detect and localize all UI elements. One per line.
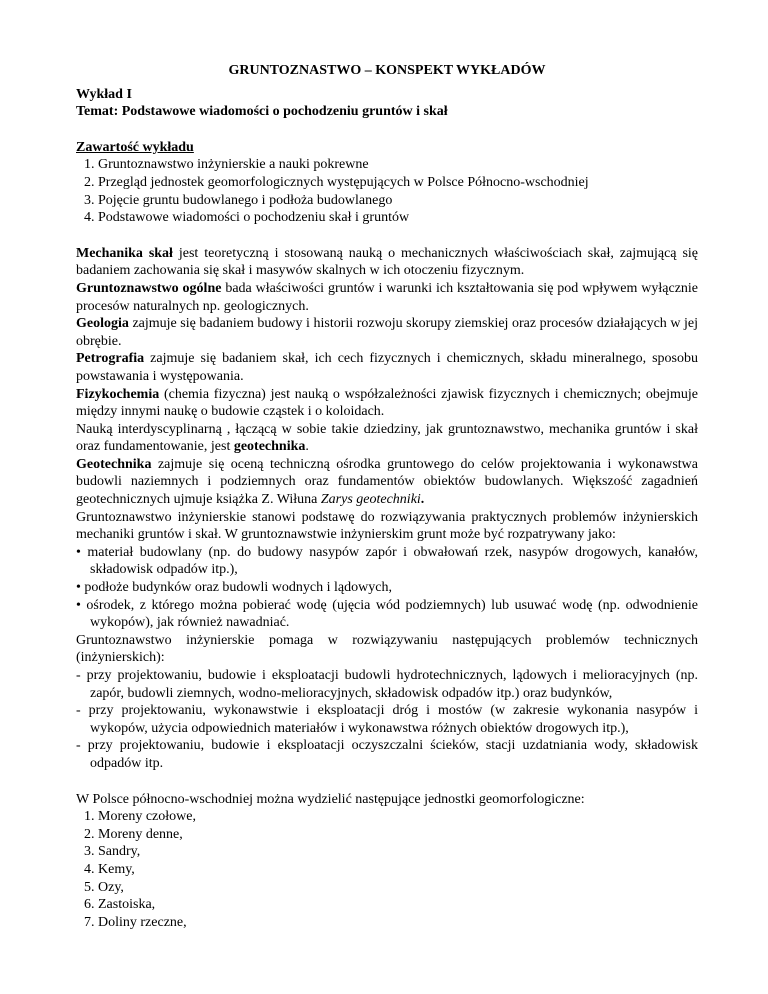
def-geotechnika [76, 456, 698, 509]
def-text: zajmuje się oceną techniczną ośrodka gruntowego do celów projektowania i wykonawstwa budowli naziemnych i podziemnych oraz fundamentów obiektów budowlanych. Większość zagadnień geotechnicznych ujmuje książka Z. Wiłuna [76, 456, 698, 508]
def-gruntoznawstwo [76, 280, 698, 315]
term: Mechanika skał [76, 245, 173, 261]
geomorph-item: 4. Kemy, [84, 861, 135, 877]
geomorph-item: 7. Doliny rzeczne, [84, 914, 187, 930]
dash-item: - przy projektowaniu, budowie i eksploatacji budowli hydrotechnicznych, lądowych i melioracyjnych (np. zapór, budowli ziemnych, wodno-melioracyjnych, składowisk odpadów itp.) oraz budynków, [76, 668, 698, 701]
def-petrografia [76, 350, 698, 385]
dash-item: - przy projektowaniu, wykonawstwie i eksploatacji dróg i mostów (w zakresie wykonania nasypów i wykopów, użycia odpowiednich materiałów i wykonawstwa różnych obiektów drogowych itp.), [76, 703, 698, 736]
def-gruntoznawstwo-inzynierskie: Gruntoznawstwo inżynierskie stanowi podstawę do rozwiązywania praktycznych problemów inżynierskich mechaniki gruntów i skał. W gruntoznawstwie inżynierskim grunt może być rozpatrywany jako: [76, 509, 698, 543]
def-text: Nauką interdyscyplinarną , łączącą w sobie takie dziedziny, jak gruntoznawstwo, mechanika gruntów i skał oraz fundamentowanie, jest [76, 421, 698, 455]
def-text: zajmuje się badaniem skał, ich cech fizycznych i chemicznych, składu mineralnego, sposobu powstawania i występowania. [76, 351, 698, 384]
term: Geotechnika [76, 456, 152, 472]
contents-item: 4. Podstawowe wiadomości o pochodzeniu skał i gruntów [84, 210, 410, 226]
lecture-label: Wykład I [76, 86, 132, 102]
def-end: . [305, 439, 309, 455]
def-end: . [420, 492, 425, 508]
term: Petrografia [76, 351, 145, 367]
contents-item: 1. Gruntoznawstwo inżynierskie a nauki pokrewne [84, 157, 369, 173]
def-mechanika [76, 245, 698, 280]
geomorph-item: 5. Ozy, [84, 879, 124, 895]
def-text: zajmuje się badaniem budowy i historii rozwoju skorupy ziemskiej oraz procesów działających w jej obrębie. [76, 316, 698, 349]
bullet-item: • ośrodek, z którego można pobierać wodę (ujęcia wód podziemnych) lub usuwać wodę (np. odwodnienie wykopów), jak również nawadniać. [76, 597, 698, 631]
def-interdyscyplinarna [76, 421, 698, 456]
def-fizykochemia [76, 386, 698, 421]
geomorph-item: 1. Moreny czołowe, [84, 809, 196, 825]
term: Geologia [76, 316, 129, 332]
term: Fizykochemia [76, 386, 160, 402]
bullet-item: • podłoże budynków oraz budowli wodnych i lądowych, [76, 580, 392, 596]
bullet-item: • materiał budowlany (np. do budowy nasypów zapór i obwałowań rzek, nasypów drogowych, kanałów, składowisk odpadów itp.), [76, 544, 698, 578]
document-page [76, 62, 698, 931]
dash-item: - przy projektowaniu, budowie i eksploatacji oczyszczalni ścieków, stacji uzdatniania wody, składowisk odpadów itp. [76, 738, 698, 771]
contents-item: 2. Przegląd jednostek geomorfologicznych występujących w Polsce Północno-wschodniej [84, 174, 589, 190]
geomorph-intro: W Polsce północno-wschodniej można wydzielić następujące jednostki geomorfologiczne: [76, 791, 585, 807]
book-title: Zarys geotechniki [320, 492, 421, 508]
def-text: bada właściwości gruntów i warunki ich kształtowania się pod wpływem wyłącznie procesów naturalnych np. geologicznych. [76, 280, 699, 314]
page-title: GRUNTOZNASTWO – KONSPEKT WYKŁADÓW [228, 63, 546, 78]
geomorph-item: 6. Zastoiska, [84, 897, 156, 913]
topic-line: Temat: Podstawowe wiadomości o pochodzeniu gruntów i skał [76, 104, 448, 120]
geomorph-item: 2. Moreny denne, [84, 826, 183, 842]
term: geotechnika [233, 439, 306, 455]
term: Gruntoznawstwo ogólne [76, 280, 222, 296]
geomorph-item: 3. Sandry, [84, 844, 141, 860]
contents-item: 3. Pojęcie gruntu budowlanego i podłoża budowlanego [84, 192, 393, 208]
def-text: jest teoretyczną i stosowaną nauką o mechanicznych właściwościach skał, zajmującą się badaniem zachowania się skał i masywów skalnych w ich otoczeniu fizycznym. [76, 245, 699, 279]
contents-heading: Zawartość wykładu [76, 139, 194, 155]
def-text: (chemia fizyczna) jest nauką o współzależności zjawisk fizycznych i chemicznych; obejmuje między innymi naukę o budowie cząstek i o koloidach. [76, 386, 698, 420]
problems-intro: Gruntoznawstwo inżynierskie pomaga w rozwiązywaniu następujących problemów technicznych (inżynierskich): [76, 632, 698, 666]
def-geologia [76, 315, 698, 350]
